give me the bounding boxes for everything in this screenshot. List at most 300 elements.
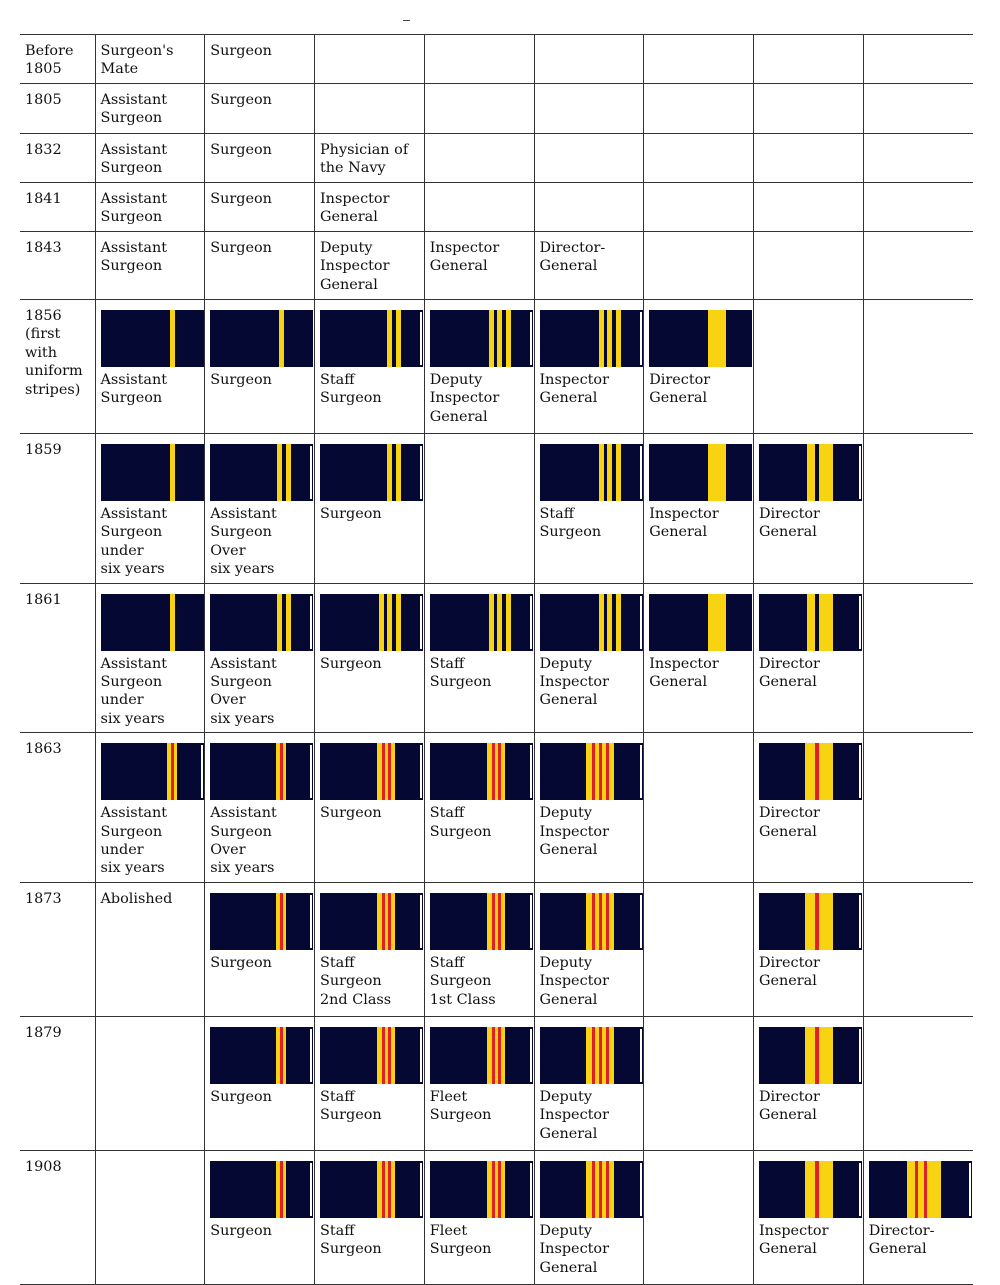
year-cell (20, 84, 95, 134)
rank-insignia-stripe (869, 1161, 972, 1218)
rank-title: Director- General (868, 1222, 935, 1258)
rank-cell (315, 134, 425, 183)
gold-stripe (487, 743, 505, 800)
rank-insignia-stripe (430, 1027, 533, 1084)
cuff-edge (640, 1029, 642, 1082)
gold-stripe (489, 310, 494, 367)
sleeve-background (101, 444, 204, 501)
cuff-edge (859, 745, 861, 798)
year-label: 1908 (25, 1158, 62, 1175)
red-stripe (599, 1161, 602, 1218)
sleeve-background (430, 743, 533, 800)
cuff-edge (640, 446, 642, 499)
cuff-edge (201, 745, 203, 798)
rank-title (425, 134, 534, 145)
cuff-edge (310, 1029, 312, 1082)
cuff-edge (530, 596, 532, 649)
rank-title: Deputy Inspector General (320, 240, 390, 293)
cuff-edge (530, 312, 532, 365)
red-stripe (606, 893, 609, 950)
rank-title (754, 134, 863, 145)
rank-title: Deputy Inspector General (539, 954, 609, 1008)
sleeve-background (430, 594, 533, 651)
rank-cell (205, 232, 315, 300)
rank-cell (95, 882, 205, 1016)
rank-cell (424, 733, 534, 883)
sleeve-background (430, 310, 533, 367)
rank-cell (95, 1016, 205, 1150)
rank-cell (754, 882, 864, 1016)
gold-stripe (807, 594, 815, 651)
rank-insignia-stripe (320, 743, 423, 800)
rank-insignia-stripe (320, 310, 423, 367)
rank-title: Staff Surgeon (429, 805, 492, 840)
rank-title: Assistant Surgeon under six years (100, 655, 168, 727)
rank-cell (754, 434, 864, 584)
rank-title (315, 35, 424, 46)
gold-stripe (170, 594, 175, 651)
rank-title: Fleet Surgeon (429, 1222, 492, 1258)
rank-title: Surgeon (320, 805, 382, 822)
rank-title (864, 434, 973, 445)
sleeve-background (320, 594, 423, 651)
table-row (20, 882, 973, 1016)
rank-title: Staff Surgeon 1st Class (429, 954, 496, 1008)
rank-cell (534, 733, 644, 883)
rank-cell (205, 733, 315, 883)
rank-cell (863, 134, 973, 183)
rank-title: Surgeon (210, 92, 272, 108)
rank-insignia-stripe (430, 310, 533, 367)
rank-cell (644, 1016, 754, 1150)
rank-cell (863, 35, 973, 84)
rank-cell (863, 183, 973, 232)
rank-insignia-stripe (540, 594, 643, 651)
rank-cell (534, 434, 644, 584)
rank-title: Staff Surgeon (320, 1088, 382, 1124)
rank-title: Surgeon (210, 43, 272, 59)
rank-title (535, 35, 644, 46)
year-label: 1841 (25, 191, 62, 207)
rank-cell (95, 84, 205, 134)
rank-insignia-stripe (210, 310, 313, 367)
sleeve-background (210, 310, 313, 367)
rank-insignia-stripe (759, 743, 862, 800)
rank-title: Abolished (100, 890, 173, 907)
gold-stripe (616, 444, 621, 501)
rank-cell (863, 300, 973, 434)
rank-title (864, 84, 973, 95)
rank-title (754, 183, 863, 194)
red-stripe (592, 893, 595, 950)
table-row (20, 583, 973, 733)
sleeve-background (320, 893, 423, 950)
rank-cell (754, 232, 864, 300)
cuff-edge (420, 1163, 422, 1216)
rank-title (864, 733, 973, 744)
rank-cell (315, 183, 425, 232)
rank-title: Assistant Surgeon under six years (100, 805, 168, 877)
rank-cell (534, 84, 644, 134)
red-stripe (498, 893, 501, 950)
sleeve-background (540, 594, 643, 651)
rank-insignia-stripe (649, 594, 752, 651)
cuff-edge (969, 1163, 971, 1216)
rank-title (864, 35, 973, 46)
gold-stripe (506, 594, 511, 651)
rank-cell (205, 300, 315, 434)
table-row (20, 134, 973, 183)
year-label: Before 1805 (25, 43, 74, 78)
cuff-edge (859, 1163, 861, 1216)
gold-stripe (599, 594, 604, 651)
table-row (20, 434, 973, 584)
rank-title: Assistant Surgeon under six years (100, 506, 168, 578)
sleeve-background (649, 310, 752, 367)
year-cell (20, 183, 95, 232)
rank-cell (315, 232, 425, 300)
gold-stripe (396, 444, 401, 501)
rank-title: Assistant Surgeon Over six years (210, 655, 277, 727)
rank-cell (315, 84, 425, 134)
gold-stripe (170, 444, 175, 501)
rank-insignia-stripe (430, 594, 533, 651)
cuff-edge (420, 1029, 422, 1082)
gold-stripe (396, 594, 401, 651)
rank-title (425, 84, 534, 95)
rank-cell (534, 300, 644, 434)
rank-cell (863, 882, 973, 1016)
gold-stripe (377, 1027, 395, 1084)
gold-stripe (379, 594, 384, 651)
rank-cell (534, 1150, 644, 1284)
rank-title: Assistant Surgeon (100, 372, 168, 407)
rank-insignia-stripe (540, 1027, 643, 1084)
rank-cell (863, 733, 973, 883)
rank-title: Director General (649, 372, 711, 407)
cuff-edge (310, 446, 312, 499)
year-cell (20, 434, 95, 584)
year-cell (20, 1016, 95, 1150)
rank-title (754, 232, 863, 243)
rank-cell (863, 1016, 973, 1150)
year-cell (20, 583, 95, 733)
rank-title: Inspector General (320, 191, 390, 226)
rank-title: Deputy Inspector General (539, 655, 609, 709)
red-stripe (592, 743, 595, 800)
table-row (20, 1150, 973, 1284)
medical-rank-table (20, 34, 973, 1285)
cuff-edge (859, 596, 861, 649)
red-stripe (388, 1161, 391, 1218)
gold-stripe (599, 310, 604, 367)
rank-title (425, 434, 534, 445)
red-stripe (280, 893, 283, 950)
cuff-edge (859, 446, 861, 499)
sleeve-background (430, 1027, 533, 1084)
gold-stripe (616, 594, 621, 651)
rank-cell (644, 733, 754, 883)
rank-insignia-stripe (210, 1161, 313, 1218)
rank-cell (754, 300, 864, 434)
rank-title (535, 134, 644, 145)
rank-insignia-stripe (759, 893, 862, 950)
rank-cell (534, 134, 644, 183)
year-label: 1843 (25, 240, 62, 256)
rank-cell (534, 35, 644, 84)
year-label: 1856 (first with uniform stripes) (25, 308, 83, 398)
rank-title: Director General (759, 655, 820, 691)
red-stripe (915, 1161, 918, 1218)
red-stripe (498, 743, 501, 800)
cuff-edge (310, 596, 312, 649)
year-label: 1873 (25, 890, 62, 907)
gold-stripe (487, 893, 505, 950)
rank-cell (205, 134, 315, 183)
rank-title: Assistant Surgeon (100, 191, 168, 226)
rank-cell (95, 434, 205, 584)
year-cell (20, 300, 95, 434)
rank-title (644, 35, 753, 46)
rank-cell (754, 583, 864, 733)
rank-title: Surgeon (320, 506, 382, 522)
rank-title: Staff Surgeon (320, 372, 382, 407)
rank-title (644, 84, 753, 95)
cuff-edge (420, 895, 422, 948)
rank-title: Surgeon (320, 655, 382, 672)
rank-title (864, 883, 973, 894)
rank-insignia-stripe (430, 893, 533, 950)
rank-cell (754, 35, 864, 84)
red-stripe (606, 1161, 609, 1218)
year-label: 1861 (25, 591, 62, 608)
gold-stripe (497, 594, 502, 651)
gold-stripe (377, 1161, 395, 1218)
rank-insignia-stripe (320, 594, 423, 651)
rank-title: Director General (759, 805, 820, 840)
rank-cell (424, 882, 534, 1016)
gold-stripe (387, 444, 392, 501)
rank-cell (315, 1016, 425, 1150)
rank-cell (534, 882, 644, 1016)
red-stripe (599, 1027, 602, 1084)
rank-title: Deputy Inspector General (539, 805, 609, 859)
sleeve-background (210, 1161, 313, 1218)
rank-cell (315, 35, 425, 84)
sleeve-background (540, 310, 643, 367)
rank-cell (644, 300, 754, 434)
rank-cell (424, 183, 534, 232)
rank-title (315, 84, 424, 95)
rank-title: Deputy Inspector General (429, 372, 500, 425)
gold-stripe (286, 444, 291, 501)
rank-title: Assistant Surgeon (100, 142, 168, 177)
rank-insignia-stripe (101, 743, 204, 800)
sleeve-background (101, 743, 204, 800)
sleeve-background (320, 444, 423, 501)
red-stripe (492, 1027, 495, 1084)
rank-cell (644, 35, 754, 84)
rank-insignia-stripe (210, 743, 313, 800)
rank-cell (95, 35, 205, 84)
red-stripe (388, 743, 391, 800)
rank-cell (315, 882, 425, 1016)
rank-title (644, 1151, 753, 1162)
red-stripe (592, 1027, 595, 1084)
rank-cell (754, 84, 864, 134)
rank-cell (424, 35, 534, 84)
rank-cell (534, 183, 644, 232)
rank-cell (863, 434, 973, 584)
rank-cell (205, 84, 315, 134)
cuff-edge (310, 895, 312, 948)
gold-stripe (279, 310, 284, 367)
rank-cell (644, 1150, 754, 1284)
rank-cell (534, 1016, 644, 1150)
cuff-edge (530, 745, 532, 798)
rank-cell (534, 232, 644, 300)
red-stripe (492, 743, 495, 800)
rank-insignia-stripe (320, 1161, 423, 1218)
rank-cell (863, 1150, 973, 1284)
gold-stripe (708, 444, 726, 501)
rank-cell (205, 583, 315, 733)
rank-insignia-stripe (320, 444, 423, 501)
rank-cell (754, 183, 864, 232)
cuff-edge (420, 312, 422, 365)
cuff-edge (640, 1163, 642, 1216)
gold-stripe (819, 594, 833, 651)
table-row (20, 183, 973, 232)
gold-stripe (277, 594, 282, 651)
rank-title: Inspector General (649, 655, 719, 691)
red-stripe (815, 743, 819, 800)
cuff-edge (310, 1163, 312, 1216)
rank-insignia-stripe (210, 594, 313, 651)
cuff-edge (530, 895, 532, 948)
rank-title: Deputy Inspector General (539, 1088, 609, 1142)
rank-title: Inspector General (429, 240, 500, 275)
rank-title: Physician of the Navy (320, 142, 409, 177)
rank-title (644, 883, 753, 894)
rank-insignia-stripe (649, 310, 752, 367)
sleeve-background (210, 743, 313, 800)
rank-title (754, 35, 863, 46)
rank-title: Inspector General (539, 372, 609, 407)
sleeve-background (430, 1161, 533, 1218)
header-dash (403, 20, 410, 21)
sleeve-background (320, 1161, 423, 1218)
rank-title: Director General (759, 506, 820, 541)
sleeve-background (320, 310, 423, 367)
gold-stripe (616, 310, 621, 367)
rank-title (864, 183, 973, 194)
rank-insignia-stripe (320, 893, 423, 950)
rank-cell (315, 434, 425, 584)
gold-stripe (819, 444, 833, 501)
rank-title: Staff Surgeon 2nd Class (320, 954, 392, 1008)
gold-stripe (387, 310, 392, 367)
rank-title (96, 1151, 205, 1162)
rank-title (425, 35, 534, 46)
rank-title (535, 183, 644, 194)
rank-cell (754, 134, 864, 183)
gold-stripe (487, 1027, 505, 1084)
rank-insignia-stripe (540, 893, 643, 950)
rank-cell (863, 583, 973, 733)
year-cell (20, 882, 95, 1016)
rank-title (864, 300, 973, 311)
red-stripe (382, 893, 385, 950)
rank-insignia-stripe (759, 444, 862, 501)
rank-title (644, 134, 753, 145)
rank-cell (863, 84, 973, 134)
rank-title: Assistant Surgeon (100, 240, 168, 275)
rank-title: Surgeon (210, 191, 272, 207)
rank-cell (315, 300, 425, 434)
rank-cell (644, 84, 754, 134)
rank-cell (424, 434, 534, 584)
cuff-edge (640, 596, 642, 649)
rank-cell (754, 1150, 864, 1284)
rank-title (644, 733, 753, 744)
rank-cell (205, 1150, 315, 1284)
gold-stripe (489, 594, 494, 651)
rank-title: Staff Surgeon (429, 655, 492, 691)
rank-cell (424, 583, 534, 733)
gold-stripe (607, 310, 612, 367)
rank-insignia-stripe (430, 743, 533, 800)
cuff-edge (420, 446, 422, 499)
gold-stripe (497, 310, 502, 367)
rank-title (425, 183, 534, 194)
gold-stripe (377, 743, 395, 800)
rank-insignia-stripe (101, 310, 204, 367)
gold-stripe (708, 310, 726, 367)
red-stripe (492, 893, 495, 950)
rank-insignia-stripe (540, 444, 643, 501)
sleeve-background (101, 310, 204, 367)
sleeve-background (649, 594, 752, 651)
rank-cell (424, 232, 534, 300)
rank-title (644, 183, 753, 194)
rank-title: Inspector General (759, 1222, 829, 1258)
sleeve-background (210, 893, 313, 950)
cuff-edge (640, 895, 642, 948)
rank-title: Surgeon (210, 142, 272, 158)
table-row (20, 84, 973, 134)
gold-stripe (506, 310, 511, 367)
red-stripe (599, 893, 602, 950)
rank-title: Assistant Surgeon Over six years (210, 805, 277, 877)
rank-insignia-stripe (759, 1161, 862, 1218)
rank-insignia-stripe (210, 893, 313, 950)
rank-cell (205, 434, 315, 584)
red-stripe (171, 743, 174, 800)
gold-stripe (607, 594, 612, 651)
year-label: 1859 (25, 442, 62, 458)
gold-stripe (277, 444, 282, 501)
rank-cell (315, 1150, 425, 1284)
sleeve-background (430, 893, 533, 950)
rank-insignia-stripe (540, 743, 643, 800)
gold-stripe (286, 594, 291, 651)
rank-title: Surgeon (210, 1222, 272, 1239)
rank-cell (644, 434, 754, 584)
red-stripe (280, 1027, 283, 1084)
cuff-edge (310, 745, 312, 798)
rank-title: Fleet Surgeon (429, 1088, 492, 1124)
